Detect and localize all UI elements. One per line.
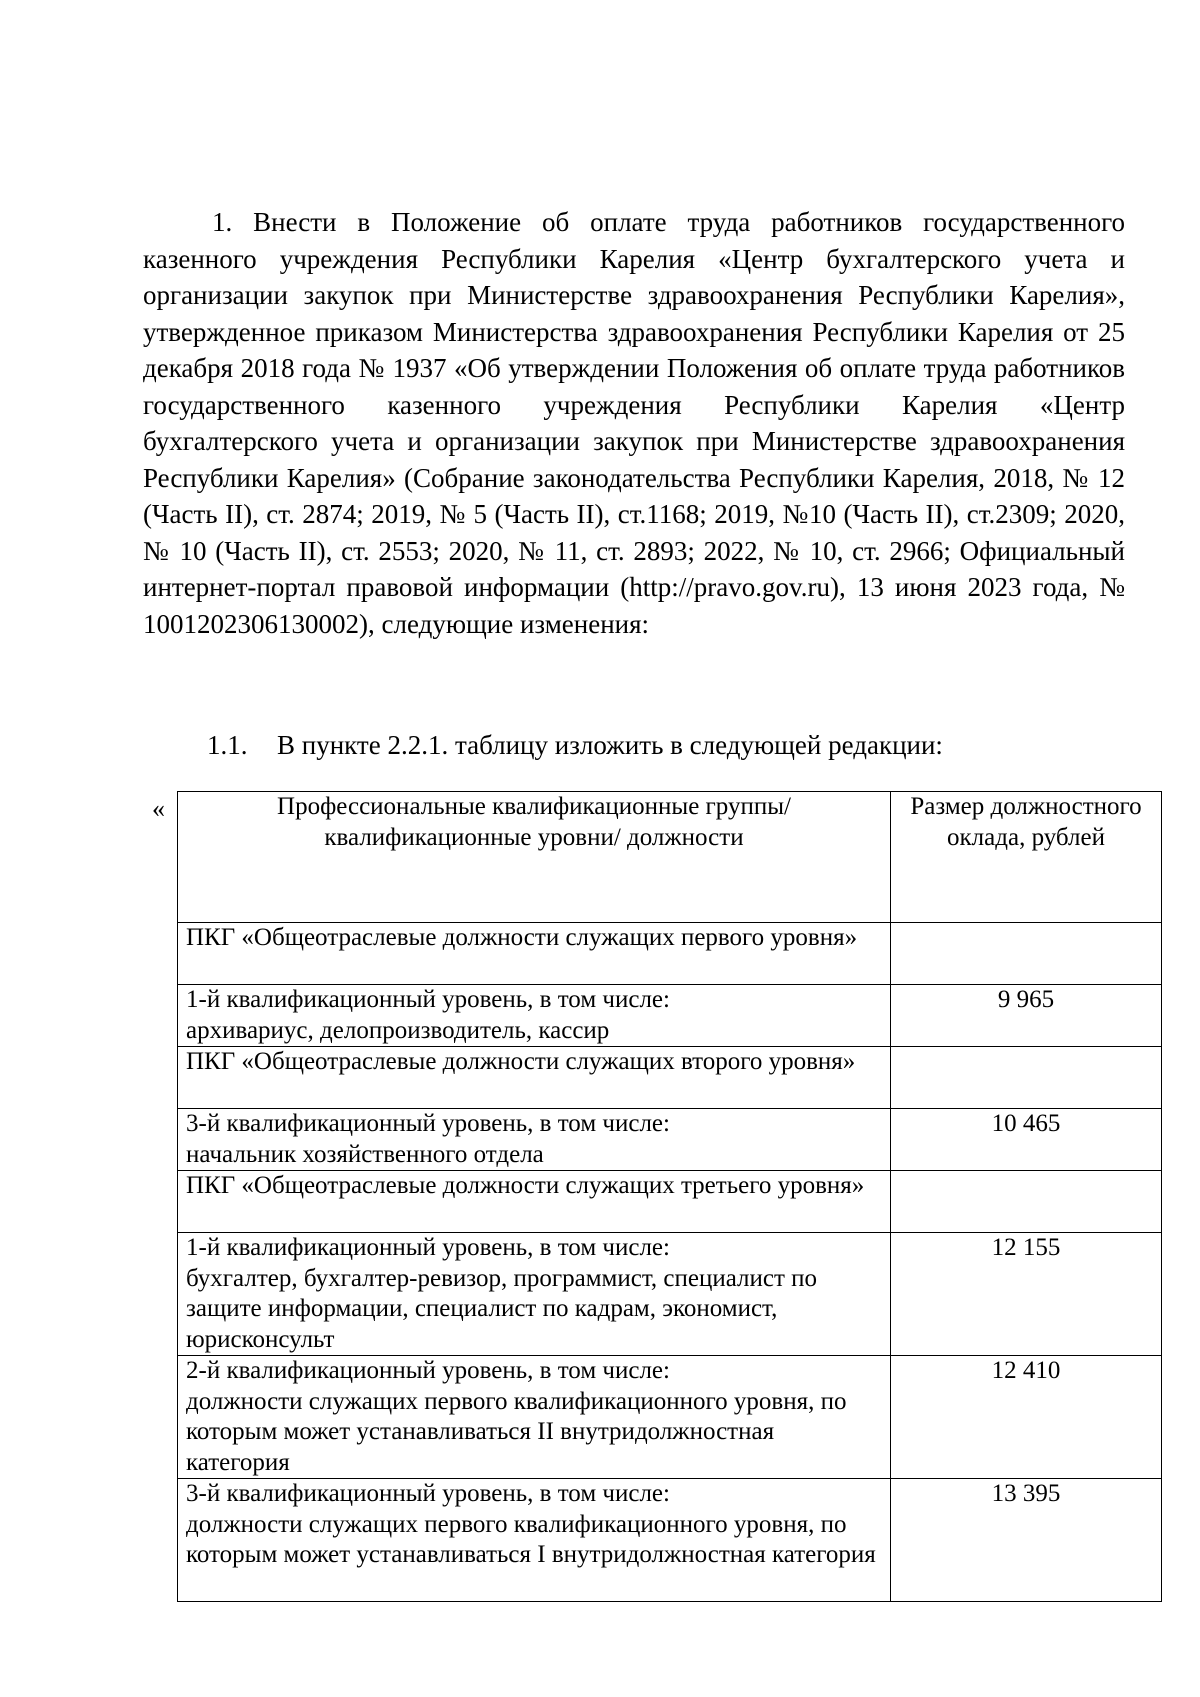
row-name: ПКГ «Общеотраслевые должности служащих второго уровня» [178, 1047, 891, 1109]
row-name: 1-й квалификационный уровень, в том числе: [186, 1234, 670, 1261]
header-salary: Размер должностного оклада, рублей [891, 792, 1162, 923]
row-value [891, 1047, 1162, 1109]
row-name: 3-й квалификационный уровень, в том числе: [186, 1110, 670, 1137]
table-header-row [178, 792, 1162, 923]
table-row [178, 1109, 1162, 1171]
table-row [178, 985, 1162, 1047]
row-name-cell [178, 985, 891, 1047]
row-name: ПКГ «Общеотраслевые должности служащих первого уровня» [178, 923, 891, 985]
salary-table [177, 791, 1162, 1602]
row-value: 9 965 [891, 985, 1162, 1047]
row-name-cell [178, 1233, 891, 1356]
table-row [178, 1233, 1162, 1356]
row-value: 12 410 [891, 1356, 1162, 1479]
row-name: ПКГ «Общеотраслевые должности служащих третьего уровня» [178, 1171, 891, 1233]
row-detail: бухгалтер, бухгалтер-ревизор, программист, специалист по защите информации, специалист по кадрам, экономист, юрисконсульт [186, 1264, 818, 1353]
sub-item-number: 1.1. [207, 730, 248, 760]
row-value: 13 395 [891, 1479, 1162, 1602]
row-name: 1-й квалификационный уровень, в том числе: [186, 986, 670, 1013]
row-name-cell [178, 1479, 891, 1602]
table-row [178, 1171, 1162, 1233]
row-name-cell [178, 1356, 891, 1479]
sub-item-text: В пункте 2.2.1. таблицу изложить в следующей редакции: [277, 730, 943, 760]
row-value: 12 155 [891, 1233, 1162, 1356]
opening-quote-mark: « [152, 794, 165, 823]
row-detail: начальник хозяйственного отдела [186, 1140, 544, 1168]
row-value: 10 465 [891, 1109, 1162, 1171]
row-detail: архивариус, делопроизводитель, кассир [186, 1016, 610, 1044]
row-value [891, 923, 1162, 985]
table-row [178, 1356, 1162, 1479]
row-name-cell [178, 1109, 891, 1171]
table-row [178, 923, 1162, 985]
intro-paragraph: 1. Внести в Положение об оплате труда работников государственного казенного учреждения Республики Карелия «Центр бухгалтерского учета и организации закупок при Министерстве здравоохранения Республики Карелия», утвержденное приказом Министерства здравоохранения Республики Карелия от 25 декабря 2018 года № 1937 «Об утверждении Положения об оплате труда работников государственного казенного учреждения Республики Карелия «Центр бухгалтерского учета и организации закупок при Министерстве здравоохранения Республики Карелия» (Собрание законодательства Республики Карелия, 2018, № 12 (Часть II), ст. 2874; 2019, № 5 (Часть II), ст.1168; 2019, №10 (Часть II), ст.2309; 2020, № 10 (Часть II), ст. 2553; 2020, № 11, ст. 2893; 2022, № 10, ст. 2966; Официальный интернет-портал правовой информации (http://pravo.gov.ru), 13 июня 2023 года, № 1001202306130002), следующие изменения: [143, 207, 1125, 639]
row-value [891, 1171, 1162, 1233]
header-groups: Профессиональные квалификационные группы/ квалификационные уровни/ должности [178, 792, 891, 923]
row-detail: должности служащих первого квалификационного уровня, по которым может устанавливаться II внутридолжностная категория [186, 1387, 847, 1476]
table-row [178, 1479, 1162, 1602]
table-row [178, 1047, 1162, 1109]
row-name: 3-й квалификационный уровень, в том числе: [186, 1480, 670, 1507]
row-detail: должности служащих первого квалификационного уровня, по которым может устанавливаться I внутридолжностная категория [186, 1510, 876, 1568]
row-name: 2-й квалификационный уровень, в том числе: [186, 1357, 670, 1384]
sub-item-1-1 [207, 727, 943, 763]
